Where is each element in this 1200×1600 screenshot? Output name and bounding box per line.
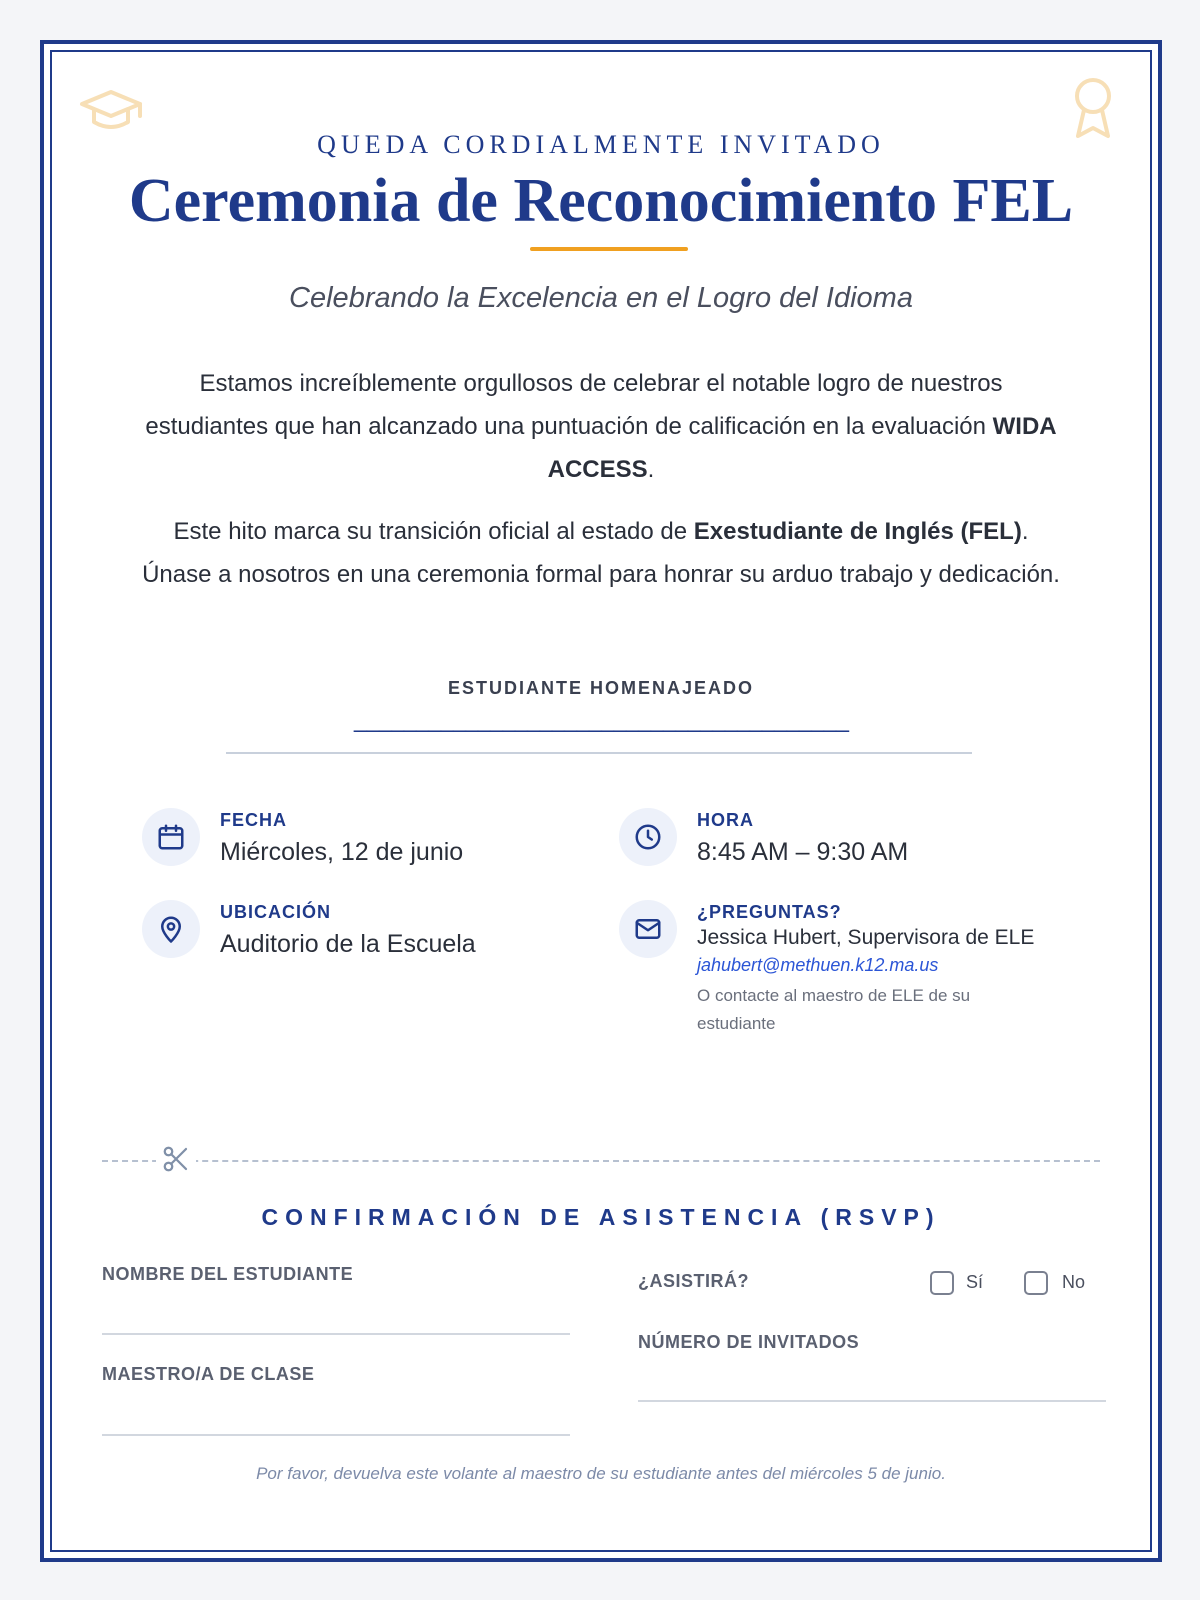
contact-name: Jessica Hubert, Supervisora de ELE: [697, 926, 1035, 949]
attend-label: ¿ASISTIRÁ?: [638, 1271, 749, 1291]
time-value: 8:45 AM – 9:30 AM: [697, 838, 909, 866]
time-label: HORA: [697, 810, 754, 830]
attend-no-checkbox[interactable]: [1024, 1271, 1048, 1295]
guests-label: NÚMERO DE INVITADOS: [638, 1332, 860, 1352]
honoree-label: ESTUDIANTE HOMENAJEADO: [447, 678, 755, 698]
location-value: Auditorio de la Escuela: [220, 930, 476, 958]
scissors-icon: [161, 1143, 191, 1175]
student-name-field[interactable]: [102, 1333, 570, 1335]
attend-no-label: No: [1062, 1272, 1086, 1292]
map-pin-icon: [156, 914, 186, 944]
intro-p2-text: Este hito marca su transición oficial al estado de: [173, 518, 694, 545]
questions-icon-badge: [619, 900, 677, 958]
inner-border: [50, 50, 1152, 1552]
mail-icon: [633, 914, 663, 944]
return-note: Por favor, devuelva este volante al maestro de su estudiante antes del miércoles 5 de junio.: [256, 1464, 946, 1483]
location-icon-badge: [142, 900, 200, 958]
calendar-icon: [156, 822, 186, 852]
date-icon-badge: [142, 808, 200, 866]
intro-p1-text: Estamos increíblemente orgullosos de celebrar el notable logro de nuestros estudiantes que han alcanzado una puntuación de calificación en la evaluación: [145, 370, 1003, 440]
contact-email-link[interactable]: jahubert@methuen.k12.ma.us: [697, 955, 939, 975]
teacher-label: MAESTRO/A DE CLASE: [102, 1364, 315, 1384]
page-title: Ceremonia de Reconocimiento FEL: [128, 167, 1074, 235]
location-label: UBICACIÓN: [220, 902, 331, 922]
graduation-cap-icon: [78, 86, 144, 136]
date-label: FECHA: [220, 810, 287, 830]
questions-label: ¿PREGUNTAS?: [697, 902, 842, 922]
clock-icon: [633, 822, 663, 852]
date-value: Miércoles, 12 de junio: [220, 838, 464, 866]
intro-p1-end: .: [647, 456, 655, 483]
attend-yes-label: Sí: [966, 1272, 984, 1292]
cut-line: [102, 1160, 1100, 1162]
intro-paragraph-1: [142, 362, 1060, 491]
invitation-card: [40, 40, 1162, 1562]
honoree-name-blank[interactable]: ________________________________________: [354, 706, 848, 733]
honoree-divider: [226, 752, 972, 754]
scissors-icon-wrap: [156, 1141, 196, 1177]
time-icon-badge: [619, 808, 677, 866]
attend-yes-checkbox[interactable]: [930, 1271, 954, 1295]
intro-p2-bold: Exestudiante de Inglés (FEL): [693, 518, 1022, 545]
intro-paragraph-2: [142, 510, 1060, 596]
student-name-label: NOMBRE DEL ESTUDIANTE: [102, 1264, 354, 1284]
intro-p2-end: . Únase a nosotros en una ceremonia formal para honrar su arduo trabajo y dedicación.: [142, 518, 1060, 588]
guests-field[interactable]: [638, 1400, 1106, 1402]
intro-p1-bold: WIDA ACCESS: [547, 413, 1057, 483]
title-underline: [530, 247, 688, 251]
rsvp-title: CONFIRMACIÓN DE ASISTENCIA (RSVP): [261, 1204, 941, 1230]
teacher-field[interactable]: [102, 1434, 570, 1436]
contact-note: O contacte al maestro de ELE de su estudiante: [697, 986, 971, 1033]
invitation-kicker: QUEDA CORDIALMENTE INVITADO: [317, 130, 885, 159]
subtitle: Celebrando la Excelencia en el Logro del Idioma: [289, 282, 913, 314]
